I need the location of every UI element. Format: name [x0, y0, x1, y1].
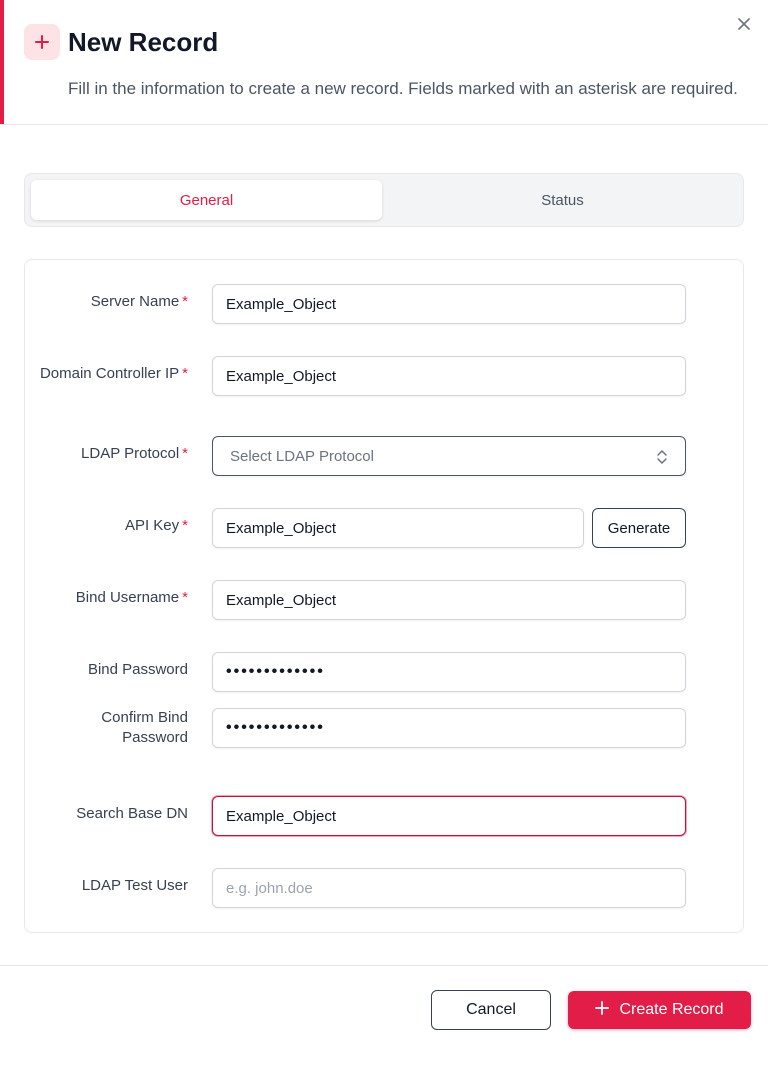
bind-password-label: Bind Password [87, 661, 188, 678]
chevrons-up-down-icon [655, 449, 669, 465]
api-key-input[interactable]: Example_Object [212, 508, 584, 548]
dialog-title: New Record [68, 27, 219, 57]
ldap-protocol-label: LDAP Protocol * [81, 445, 188, 462]
search-base-dn-input[interactable]: Example_Object [212, 796, 686, 836]
cancel-button[interactable]: Cancel [431, 990, 551, 1030]
bind-username-label: Bind Username * [75, 589, 188, 606]
server-name-label: Server Name * [90, 293, 188, 310]
bind-username-input[interactable]: Example_Object [212, 580, 686, 620]
ldap-protocol-select[interactable] [212, 436, 686, 476]
ldap-protocol-placeholder: Select LDAP Protocol [230, 447, 374, 465]
create-record-label: Create Record [619, 1001, 724, 1018]
generate-button[interactable]: Generate [592, 508, 686, 548]
plus-icon [24, 24, 60, 60]
search-base-dn-label: Search Base DN [76, 805, 188, 822]
tab-list [24, 173, 744, 227]
confirm-password-input[interactable]: ••••••••••••• [212, 708, 686, 748]
server-name-input[interactable]: Example_Object [212, 284, 686, 324]
ldap-test-user-input[interactable]: e.g. john.doe [212, 868, 686, 908]
bind-password-input[interactable]: ••••••••••••• [212, 652, 686, 692]
dc-ip-label: Domain Controller IP * [39, 365, 188, 382]
tab-general[interactable]: General [31, 180, 382, 220]
api-key-label: API Key * [124, 517, 188, 534]
dc-ip-input[interactable]: Example_Object [212, 356, 686, 396]
dialog-header [0, 0, 768, 125]
tab-status[interactable]: Status [541, 191, 584, 209]
create-record-button[interactable] [568, 991, 751, 1029]
confirm-password-label: Confirm Bind Password [101, 709, 188, 746]
ldap-test-user-label: LDAP Test User [81, 877, 188, 894]
close-icon[interactable] [734, 14, 754, 34]
dialog-subtitle: Fill in the information to create a new record. Fields marked with an asterisk are required. [68, 79, 738, 98]
plus-icon [595, 1001, 609, 1020]
